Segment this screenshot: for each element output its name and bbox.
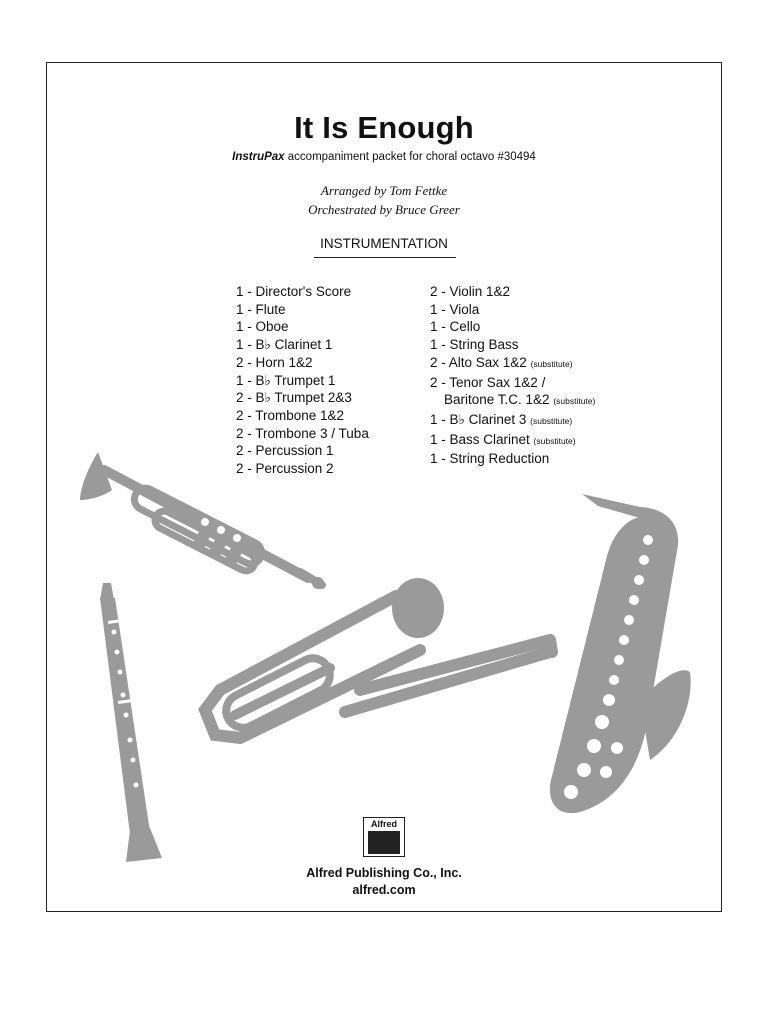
instrument-item: 2 - Violin 1&2 xyxy=(430,284,511,299)
instrument-label: 2 - Alto Sax 1&2 xyxy=(430,354,531,370)
instrument-item: 1 - Viola xyxy=(430,301,480,317)
trumpet-illustration xyxy=(80,452,324,589)
arranger-credit: Arranged by Tom Fettke xyxy=(320,183,448,198)
instrument-label: 1 - Bass Clarinet xyxy=(430,431,534,447)
trombone-illustration xyxy=(205,578,552,738)
brand-name: InstruPax xyxy=(232,151,285,163)
instrument-item: 2 - B♭ Trumpet 2&3 xyxy=(236,390,352,406)
instrument-item: 1 - Flute xyxy=(236,301,286,317)
instrument-item: 2 - Trombone 1&2 xyxy=(236,407,345,423)
substitute-note: (substitute) xyxy=(553,396,596,407)
instrument-item: 1 - B♭ Trumpet 1 xyxy=(236,372,336,388)
instrument-item: 2 - Percussion 2 xyxy=(236,461,334,477)
publisher-logo xyxy=(363,817,405,857)
instrument-item: 1 - B♭ Clarinet 1 xyxy=(236,337,333,353)
instrument-item: 1 - String Bass xyxy=(430,337,519,353)
instrument-item: 2 - Horn 1&2 xyxy=(236,354,313,370)
substitute-note: (substitute) xyxy=(533,435,576,446)
instrument-label: Baritone T.C. 1&2 xyxy=(444,392,554,408)
instrument-item: 2 - Tenor Sax 1&2 / xyxy=(430,374,546,390)
saxophone-illustration xyxy=(550,494,691,813)
subtitle-text: accompaniment packet for choral octavo #30494 xyxy=(284,151,536,163)
instrument-item: 1 - String Reduction xyxy=(430,451,550,467)
instrumentation-heading: INSTRUMENTATION xyxy=(320,236,448,251)
logo-emblem xyxy=(368,831,400,854)
instrument-label: 1 - B♭ Clarinet 3 xyxy=(430,411,531,427)
instrument-item: 1 - Director's Score xyxy=(236,284,352,299)
substitute-note: (substitute) xyxy=(530,358,573,369)
publisher-name: Alfred Publishing Co., Inc. xyxy=(306,866,462,880)
instrument-item: 1 - Cello xyxy=(430,319,481,335)
instrument-item: 2 - Percussion 1 xyxy=(236,443,334,459)
substitute-note: (substitute) xyxy=(530,415,573,426)
orchestrator-credit: Orchestrated by Bruce Greer xyxy=(308,202,460,217)
page-title: It Is Enough xyxy=(294,110,474,145)
logo-text: Alfred xyxy=(370,819,397,829)
instrument-item: 1 - Oboe xyxy=(236,319,289,335)
clarinet-illustration xyxy=(100,583,162,862)
publisher-website: alfred.com xyxy=(352,883,416,897)
instrument-item: 2 - Trombone 3 / Tuba xyxy=(236,425,369,441)
